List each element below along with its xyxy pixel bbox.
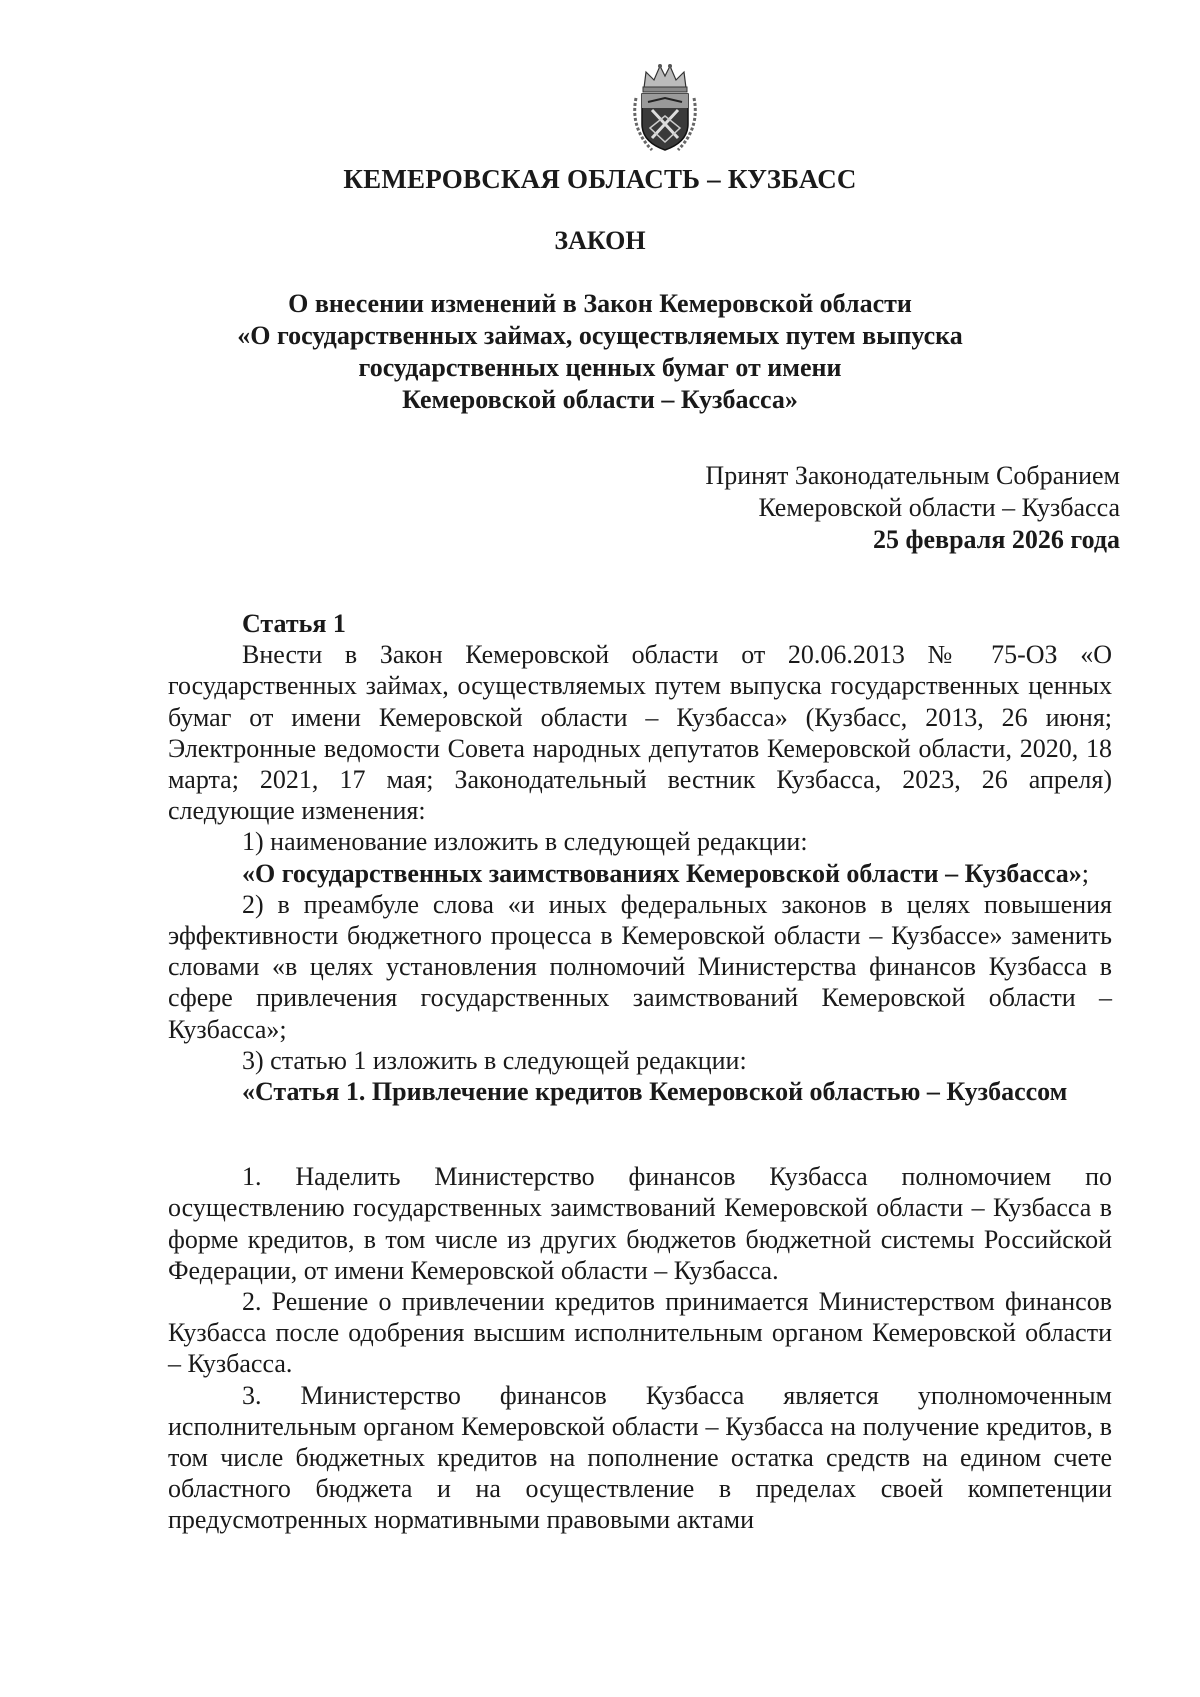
new-law-name (168, 858, 1112, 889)
new-article-title (168, 1076, 1112, 1107)
article-title: Статья 1 (242, 609, 346, 638)
article-intro: Внести в Закон Кемеровской области от 20.06.2013 № 75-ОЗ «О государственных займах, осуществляемых путем выпуска государственных ценных бумаг от имени Кемеровской области – Кузбасса» (Кузбасс, 2013, 26 июня; Электронные ведомости Совета народных депутатов Кемеровской области, 2020, 18 марта; 2021, 17 мая; Законодательный вестник Кузбасса, 2023, 26 апреля) следующие изменения: (168, 640, 1112, 826)
amendment-item-1: 1) наименование изложить в следующей редакции: (242, 827, 808, 857)
paragraph-gap (168, 1107, 1112, 1161)
article-point-1: 1. Наделить Министерство финансов Кузбасса полномочием по осуществлению государственных заимствований Кемеровской области – Кузбасса в форме кредитов, в том числе из других бюджетов бюджетной системы Российской Федерации, от имени Кемеровской области – Кузбасса. (168, 1162, 1112, 1285)
article-point-2: 2. Решение о привлечении кредитов принимается Министерством финансов Кузбасса после одобрения высшим исполнительным органом Кемеровской области – Кузбасса. (168, 1287, 1112, 1379)
adoption-line: Кемеровской области – Кузбасса (758, 493, 1120, 522)
adoption-line: Принят Законодательным Собранием (705, 461, 1120, 490)
coat-of-arms-emblem (630, 58, 700, 156)
subject-line: Кемеровской области – Кузбасса» (402, 385, 798, 414)
subject-line: О внесении изменений в Закон Кемеровской области (288, 289, 912, 318)
article-point-3: 3. Министерство финансов Кузбасса является уполномоченным исполнительным органом Кемеровской области – Кузбасса на получение кредитов, в том числе бюджетных кредитов на пополнение остатка средств на едином счете областного бюджета и на осуществление в пределах своей компетенции предусмотренных нормативными правовыми актами (168, 1380, 1112, 1535)
new-article-title-text: «Статья 1. Привлечение кредитов Кемеровской областью – Кузбассом (242, 1077, 1068, 1107)
new-law-name-end: ; (1081, 858, 1089, 888)
adoption-date: 25 февраля 2026 года (873, 525, 1120, 554)
amendment-item-2: 2) в преамбуле слова «и иных федеральных законов в целях повышения эффективности бюджетного процесса в Кемеровской области – Кузбассе» заменить словами «в целях установления полномочий Министерства финансов Кузбасса в сфере привлечения государственных заимствований Кемеровской области – Кузбасса»; (168, 889, 1112, 1044)
subject-line: «О государственных займах, осуществляемых путем выпуска (237, 321, 963, 350)
amendment-item-3: 3) статью 1 изложить в следующей редакции: (242, 1045, 747, 1075)
subject-line: государственных ценных бумаг от имени (358, 353, 842, 382)
adoption-block (560, 460, 1120, 556)
new-law-name-text: «О государственных заимствованиях Кемеровской области – Кузбасса» (242, 858, 1082, 888)
document-type: ЗАКОН (554, 226, 646, 255)
document-body (168, 608, 1112, 1536)
law-subject (0, 288, 1200, 416)
region-title: КЕМЕРОВСКАЯ ОБЛАСТЬ – КУЗБАСС (343, 164, 857, 194)
